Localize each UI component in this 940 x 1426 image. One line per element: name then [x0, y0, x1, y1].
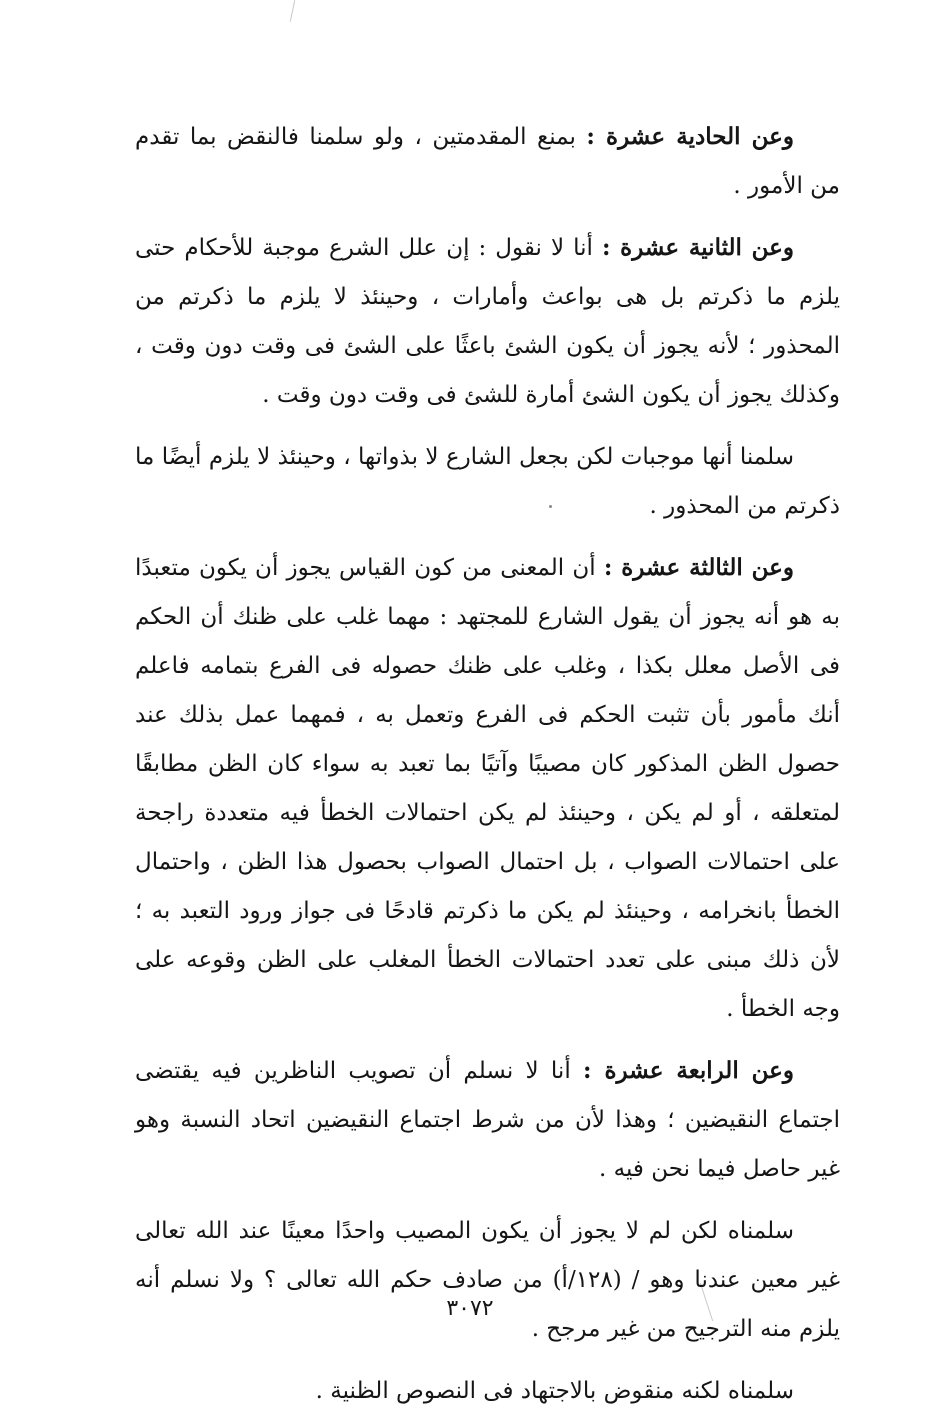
- paragraph-text: سلمنا أنها موجبات لكن بجعل الشارع لا بذواتها ، وحينئذ لا يلزم أيضًا ما ذكرتم من المحذور .: [135, 444, 840, 519]
- paragraph-reply-fourteenth: [135, 1046, 840, 1194]
- paragraph-lead: وعن الرابعة عشرة :: [583, 1057, 795, 1084]
- paragraph-reply-thirteenth: [135, 543, 840, 1034]
- scan-edge-mark: [290, 0, 296, 22]
- paragraph-reply-twelfth: [135, 223, 840, 420]
- paragraph-lead: وعن الثانية عشرة :: [601, 234, 794, 261]
- paragraph-text: أنا لا نسلم أن تصويب الناظرين فيه يقتضى اجتماع النقيضين ؛ وهذا لأن من شرط اجتماع النقيضين اتحاد النسبة وهو غير حاصل فيما نحن فيه .: [135, 1058, 840, 1182]
- paragraph-reply-eleventh: [135, 112, 840, 211]
- paragraph-lead: وعن الحادية عشرة :: [586, 123, 795, 150]
- paragraph-text: بمنع المقدمتين ، ولو سلمنا فالنقض بما تقدم من الأمور .: [135, 124, 840, 199]
- paragraph-text: سلمناه لكن لم لا يجوز أن يكون المصيب واحدًا معينًا عند الله تعالى غير معين عندنا وهو / (١٢٨/أ) من صادف حكم الله تعالى ؟ ولا نسلم أنه يلزم منه الترجيح من غير مرجح .: [135, 1218, 840, 1342]
- paragraph-text: أن المعنى من كون القياس يجوز أن يكون متعبدًا به هو أنه يجوز أن يقول الشارع للمجتهد : مهما غلب على ظنك أن الحكم فى الأصل معلل بكذا ، وغلب على ظنك حصوله فى الفرع بتمامه فاعلم أنك مأمور بأن تثبت الحكم فى الفرع وتعمل به ، فمهما عمل بذلك عند حصول الظن المذكور كان مصيبًا وآتيًا بما تعبد به سواء كان الظن مطابقًا لمتعلقه ، أو لم يكن ، وحينئذ لم يكن احتمالات الخطأ فيه متعددة راجحة على احتمالات الصواب ، بل احتمال الصواب بحصول هذا الظن ، واحتمال الخطأ بانخرامه ، وحينئذ لم يكن ما ذكرتم قادحًا فى جواز ورود التعبد به ؛ لأن ذلك مبنى على تعدد احتمالات الخطأ المغلب على الظن وقوعه على وجه الخطأ .: [135, 555, 840, 1022]
- paragraph-text: أنا لا نقول : إن علل الشرع موجبة للأحكام حتى يلزم ما ذكرتم بل هى بواعث وأمارات ، وحينئذ لا يلزم ما ذكرتم من المحذور ؛ لأنه يجوز أن يكون الشئ باعثًا على الشئ فى وقت دون وقت ، وكذلك يجوز أن يكون الشئ أمارة للشئ فى وقت دون وقت .: [135, 235, 840, 408]
- paragraph-lead: وعن الثالثة عشرة :: [603, 554, 794, 581]
- paragraph-text: سلمناه لكنه منقوض بالاجتهاد فى النصوص الظنية .: [315, 1378, 794, 1404]
- paragraph-concession: [135, 432, 840, 531]
- body-text: [135, 112, 840, 1426]
- paragraph-concession: [135, 1366, 840, 1416]
- page-number: ٣٠٧٢: [446, 1296, 494, 1321]
- paragraph-concession: [135, 1206, 840, 1354]
